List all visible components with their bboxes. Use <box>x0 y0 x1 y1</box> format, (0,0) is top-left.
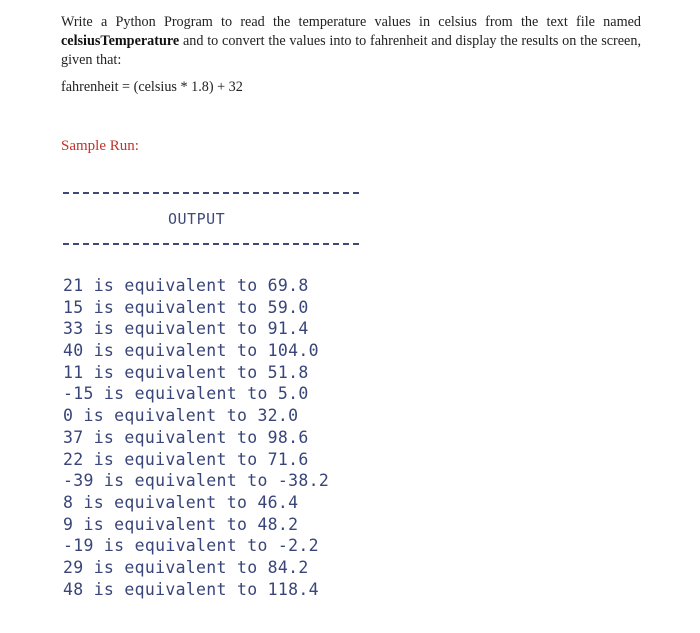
problem-rest: and to convert the values into to fahrenheit and display the results on the screen, given that: <box>61 33 641 68</box>
output-line: 8 is equivalent to 46.4 <box>63 492 299 512</box>
output-line: 33 is equivalent to 91.4 <box>63 319 309 339</box>
problem-statement <box>61 13 641 70</box>
output-lines <box>63 275 329 600</box>
output-line: 11 is equivalent to 51.8 <box>63 362 309 382</box>
problem-intro: Write a Python Program to read the temperature values in celsius from the text file named <box>61 14 641 30</box>
output-separator-bottom <box>63 243 359 245</box>
filename-bold: celsiusTemperature <box>61 33 180 49</box>
output-line: 21 is equivalent to 69.8 <box>63 276 309 295</box>
output-label: OUTPUT <box>168 210 226 228</box>
output-line: -15 is equivalent to 5.0 <box>63 384 309 404</box>
output-line: 37 is equivalent to 98.6 <box>63 427 309 447</box>
output-line: 48 is equivalent to 118.4 <box>63 579 319 599</box>
output-line: 15 is equivalent to 59.0 <box>63 297 309 317</box>
conversion-formula: fahrenheit = (celsius * 1.8) + 32 <box>61 79 243 95</box>
output-line: -19 is equivalent to -2.2 <box>63 536 319 556</box>
output-line: 40 is equivalent to 104.0 <box>63 341 319 361</box>
output-line: 9 is equivalent to 48.2 <box>63 514 299 534</box>
output-line: -39 is equivalent to -38.2 <box>63 471 330 491</box>
output-line: 22 is equivalent to 71.6 <box>63 449 309 469</box>
output-line: 29 is equivalent to 84.2 <box>63 557 309 577</box>
output-line: 0 is equivalent to 32.0 <box>63 406 299 426</box>
sample-run-heading: Sample Run: <box>61 138 139 154</box>
output-separator-top <box>63 192 359 194</box>
